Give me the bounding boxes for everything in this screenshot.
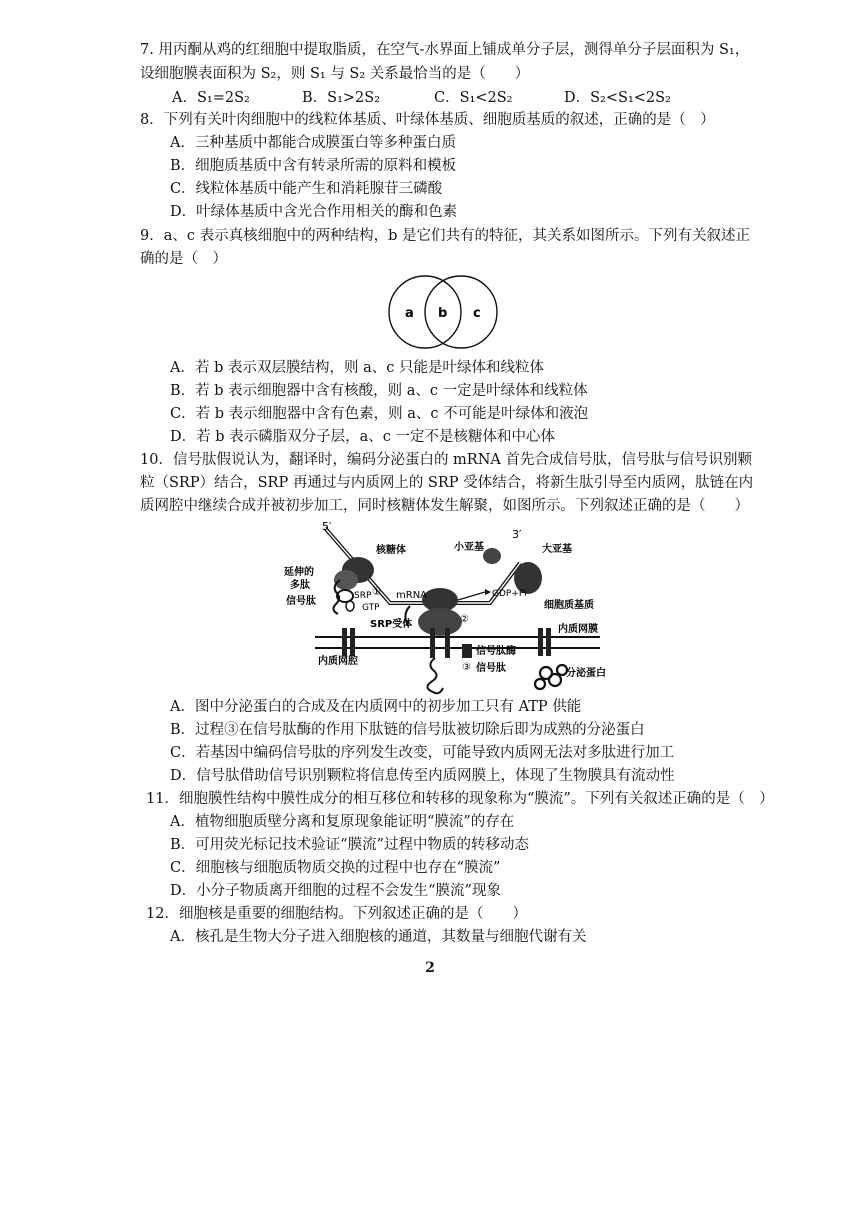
q10-stem-line1: 10．信号肽假说认为，翻译时，编码分泌蛋白的 mRNA 首先合成信号肽，信号肽与信号识别颗: [140, 452, 752, 468]
q9-stem-line2: 确的是（ ）: [140, 251, 227, 267]
q7-option-d: D．S₂<S₁<2S₂: [564, 90, 671, 106]
label-step2: ②: [460, 614, 469, 625]
label-step1: ①: [372, 587, 381, 598]
q8-option-d: D．叶绿体基质中含光合作用相关的酶和色素: [170, 204, 458, 220]
q7-stem-line2: 设细胞膜表面积为 S₂，则 S₁ 与 S₂ 关系最恰当的是（ ）: [140, 66, 530, 82]
label-cytoplasm: 细胞质基质: [544, 600, 594, 611]
label-large-subunit: 大亚基: [542, 544, 572, 555]
label-secreted-protein: 分泌蛋白: [566, 668, 606, 679]
q12-stem: 12．细胞核是重要的细胞结构。下列叙述正确的是（ ）: [146, 906, 527, 922]
label-er-lumen: 内质网腔: [318, 656, 358, 667]
label-small-subunit: 小亚基: [454, 542, 484, 553]
q11-option-a: A．植物细胞质壁分离和复原现象能证明“膜流”的存在: [170, 814, 515, 830]
secreted-protein: [535, 665, 567, 689]
label-mrna: mRNA: [396, 590, 428, 601]
lumen-polypeptide: [427, 658, 443, 693]
label-elongating-1: 延伸的: [284, 567, 314, 578]
q9-option-c: C．若 b 表示细胞器中含有色素，则 a、c 不可能是叶绿体和液泡: [170, 406, 589, 422]
q11-stem: 11．细胞膜性结构中膜性成分的相互移位和转移的现象称为“膜流”。下列有关叙述正确的是（ ）: [146, 791, 774, 807]
label-srp-receptor: SRP受体: [370, 619, 413, 630]
q11-option-d: D．小分子物质离开细胞的过程不会发生“膜流”现象: [170, 883, 501, 899]
label-signal-peptidase: 信号肽酶: [476, 646, 516, 657]
venn-label-c: c: [473, 306, 481, 321]
venn-label-a: a: [405, 306, 414, 321]
q10-stem-line2: 粒（SRP）结合，SRP 再通过与内质网上的 SRP 受体结合，将新生肽引导至内质网，肽链在内: [140, 475, 754, 491]
q7-option-a: A．S₁=2S₂: [172, 90, 250, 106]
q9-option-b: B．若 b 表示细胞器中含有核酸，则 a、c 一定是叶绿体和线粒体: [170, 383, 588, 399]
signal-peptidase: [462, 644, 472, 658]
label-gtp: GTP: [362, 603, 380, 613]
label-srp: SRP: [354, 591, 372, 601]
label-signal-peptide: 信号肽: [286, 596, 316, 607]
ribosome-left: [334, 557, 374, 590]
q9-stem-line1: 9．a、c 表示真核细胞中的两种结构，b 是它们共有的特征，其关系如图所示。下列有关叙述正: [140, 228, 750, 244]
q7-stem-line1: 7. 用丙酮从鸡的红细胞中提取脂质，在空气-水界面上铺成单分子层，测得单分子层面积为 S₁，: [140, 42, 750, 58]
q10-stem-line3: 质网腔中继续合成并被初步加工，同时核糖体发生解聚，如图所示。下列叙述正确的是（ ）: [140, 498, 749, 514]
label-elongating-2: 多肽: [290, 580, 310, 591]
q7-option-c: C．S₁<2S₂: [434, 90, 513, 106]
q10-option-c: C．若基因中编码信号肽的序列发生改变，可能导致内质网无法对多肽进行加工: [170, 745, 675, 761]
label-step3: ③: [462, 662, 471, 673]
q8-stem: 8．下列有关叶肉细胞中的线粒体基质、叶绿体基质、细胞质基质的叙述，正确的是（ ）: [140, 112, 715, 128]
q10-option-a: A．图中分泌蛋白的合成及在内质网中的初步加工只有 ATP 供能: [170, 699, 582, 715]
q10-option-d: D．信号肽借助信号识别颗粒将信息传至内质网膜上，体现了生物膜具有流动性: [170, 768, 675, 784]
q12-option-a: A．核孔是生物大分子进入细胞核的通道，其数量与细胞代谢有关: [170, 929, 587, 945]
q10-option-b: B．过程③在信号肽酶的作用下肽链的信号肽被切除后即为成熟的分泌蛋白: [170, 722, 645, 738]
label-3prime: 3′: [512, 528, 522, 541]
q7-option-b: B．S₁>2S₂: [302, 90, 381, 106]
q11-option-b: B．可用荧光标记技术验证“膜流”过程中物质的转移动态: [170, 837, 529, 853]
q9-option-a: A．若 b 表示双层膜结构，则 a、c 只能是叶绿体和线粒体: [170, 360, 544, 376]
venn-diagram: [385, 272, 505, 352]
venn-label-b: b: [438, 306, 448, 321]
q9-option-d: D．若 b 表示磷脂双分子层，a、c 一定不是核糖体和中心体: [170, 429, 555, 445]
page-number: 2: [425, 960, 435, 976]
label-gdp: GDP+Pi: [492, 589, 527, 599]
label-signal-peptide-2: 信号肽: [476, 663, 506, 674]
label-5prime: 5′: [322, 520, 332, 533]
er-membrane: [315, 637, 600, 648]
q11-option-c: C．细胞核与细胞质物质交换的过程中也存在“膜流”: [170, 860, 501, 876]
q8-option-a: A．三种基质中都能合成膜蛋白等多种蛋白质: [170, 135, 456, 151]
label-er-membrane: 内质网膜: [558, 624, 598, 635]
signal-peptide-diagram: [280, 518, 610, 698]
q8-option-b: B．细胞质基质中含有转录所需的原料和模板: [170, 158, 457, 174]
label-ribosome: 核糖体: [376, 545, 406, 556]
q8-option-c: C．线粒体基质中能产生和消耗腺苷三磷酸: [170, 181, 443, 197]
